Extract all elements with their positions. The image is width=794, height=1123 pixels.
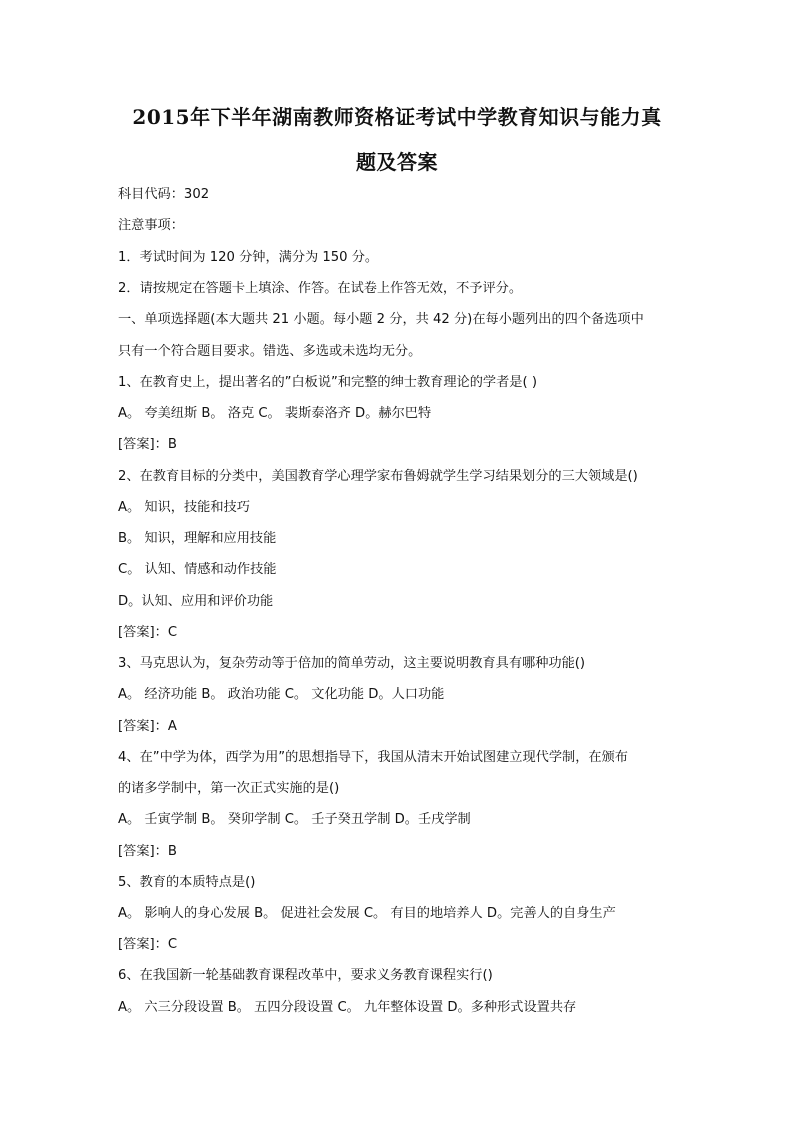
- notice-item-1: 1．考试时间为 120 分钟，满分为 150 分。: [118, 250, 379, 265]
- question-2-option-b: B。 知识，理解和应用技能: [118, 531, 277, 546]
- section-heading-cont: 只有一个符合题目要求。错选、多选或未选均无分。: [118, 344, 422, 359]
- notice-item-2: 2．请按规定在答题卡上填涂、作答。在试卷上作答无效，不予评分。: [118, 281, 523, 296]
- question-3-options: A。 经济功能 B。 政治功能 C。 文化功能 D。人口功能: [118, 687, 445, 702]
- question-1-options: A。 夸美纽斯 B。 洛克 C。 裴斯泰洛齐 D。赫尔巴特: [118, 406, 432, 421]
- question-6-options: A。 六三分段设置 B。 五四分段设置 C。 九年整体设置 D。多种形式设置共存: [118, 1000, 577, 1015]
- question-1-answer: [答案]：B: [118, 437, 177, 452]
- question-5-answer: [答案]：C: [118, 937, 178, 952]
- question-3: 3、马克思认为，复杂劳动等于倍加的简单劳动，这主要说明教育具有哪种功能(): [118, 656, 586, 671]
- question-3-answer: [答案]：A: [118, 719, 177, 734]
- question-5: 5、教育的本质特点是(): [118, 875, 256, 890]
- question-4: 4、在”中学为体，西学为用”的思想指导下，我国从清末开始试图建立现代学制，在颁布: [118, 750, 628, 765]
- question-4-options: A。 壬寅学制 B。 癸卯学制 C。 壬子癸丑学制 D。壬戌学制: [118, 812, 471, 827]
- question-4-cont: 的诸多学制中，第一次正式实施的是(): [118, 781, 340, 796]
- document-title-line-2: 题及答案: [356, 150, 438, 174]
- question-2-answer: [答案]：C: [118, 625, 178, 640]
- question-5-options: A。 影响人的身心发展 B。 促进社会发展 C。 有目的地培养人 D。完善人的自身生产: [118, 906, 616, 921]
- question-1: 1、在教育史上，提出著名的”白板说”和完整的绅士教育理论的学者是( ): [118, 375, 537, 390]
- document-title-line-1: 2015年下半年湖南教师资格证考试中学教育知识与能力真: [132, 105, 662, 129]
- question-2-option-c: C。 认知、情感和动作技能: [118, 562, 277, 577]
- subject-code: 科目代码：302: [118, 187, 210, 202]
- question-2-option-a: A。 知识，技能和技巧: [118, 500, 250, 515]
- question-6: 6、在我国新一轮基础教育课程改革中，要求义务教育课程实行(): [118, 968, 493, 983]
- question-2: 2、在教育目标的分类中，美国教育学心理学家布鲁姆就学生学习结果划分的三大领域是(): [118, 469, 638, 484]
- notice-heading: 注意事项：: [118, 218, 184, 233]
- question-2-option-d: D。认知、应用和评价功能: [118, 594, 274, 609]
- question-4-answer: [答案]：B: [118, 844, 177, 859]
- section-heading: 一、单项选择题(本大题共 21 小题。每小题 2 分，共 42 分)在每小题列出的四个备选项中: [118, 312, 644, 327]
